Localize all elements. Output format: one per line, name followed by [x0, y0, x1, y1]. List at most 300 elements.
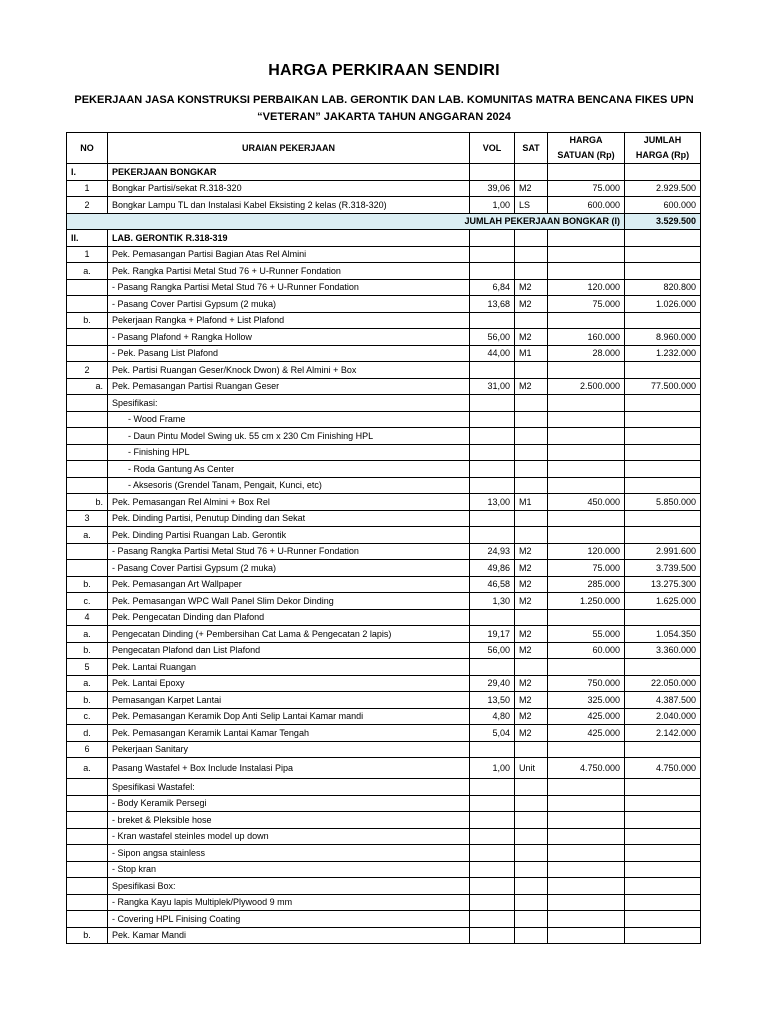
cell-jumlah-harga — [625, 411, 701, 428]
cell-uraian: Pek. Pemasangan Rel Almini + Box Rel — [108, 494, 470, 511]
cell-uraian: Pek. Pemasangan Keramik Dop Anti Selip Lantai Kamar mandi — [108, 708, 470, 725]
cell-jumlah-harga: 1.232.000 — [625, 345, 701, 362]
table-row — [67, 626, 701, 643]
cell-jumlah-harga — [625, 428, 701, 445]
cell-sat — [515, 878, 548, 895]
cell-uraian: Pek. Dinding Partisi Ruangan Lab. Gerontik — [108, 527, 470, 544]
cell-jumlah-harga — [625, 779, 701, 796]
cell-uraian: Pasang Wastafel + Box Include Instalasi Pipa — [108, 758, 470, 779]
cell-no: a. — [67, 626, 108, 643]
cell-no: 3 — [67, 510, 108, 527]
cell-vol: 1,00 — [470, 758, 515, 779]
cell-uraian: Spesifikasi Box: — [108, 878, 470, 895]
cell-uraian: - Daun Pintu Model Swing uk. 55 cm x 230 Cm Finishing HPL — [108, 428, 470, 445]
cell-jumlah-harga — [625, 741, 701, 758]
cell-vol: 29,40 — [470, 675, 515, 692]
cell-no — [67, 828, 108, 845]
table-row — [67, 675, 701, 692]
cell-uraian: Pek. Kamar Mandi — [108, 927, 470, 944]
cell-no — [67, 812, 108, 829]
cell-harga-satuan: 120.000 — [548, 279, 625, 296]
cell-harga-satuan — [548, 164, 625, 181]
summary-row — [67, 213, 701, 230]
cell-jumlah-harga: 4.750.000 — [625, 758, 701, 779]
cell-sat — [515, 428, 548, 445]
cell-sat: M2 — [515, 626, 548, 643]
cell-vol — [470, 362, 515, 379]
cell-harga-satuan — [548, 609, 625, 626]
cell-no: 2 — [67, 197, 108, 214]
table-body — [67, 164, 701, 944]
cell-sat — [515, 263, 548, 280]
summary-label: JUMLAH PEKERJAAN BONGKAR (I) — [67, 213, 625, 230]
cell-no — [67, 911, 108, 928]
cell-sat: M2 — [515, 576, 548, 593]
cell-jumlah-harga: 4.387.500 — [625, 692, 701, 709]
cell-harga-satuan — [548, 510, 625, 527]
cell-no — [67, 894, 108, 911]
cell-sat — [515, 927, 548, 944]
cell-jumlah-harga — [625, 878, 701, 895]
cell-uraian: Bongkar Lampu TL dan Instalasi Kabel Eksisting 2 kelas (R.318-320) — [108, 197, 470, 214]
cell-vol: 44,00 — [470, 345, 515, 362]
cell-jumlah-harga — [625, 845, 701, 862]
cell-vol — [470, 911, 515, 928]
cell-vol: 13,50 — [470, 692, 515, 709]
cell-harga-satuan — [548, 828, 625, 845]
cell-harga-satuan — [548, 659, 625, 676]
cell-no: a. — [67, 378, 108, 395]
cell-no — [67, 795, 108, 812]
cell-sat: M2 — [515, 296, 548, 313]
cell-vol — [470, 444, 515, 461]
cell-no: 5 — [67, 659, 108, 676]
table-row — [67, 444, 701, 461]
cell-vol — [470, 230, 515, 247]
cell-sat — [515, 741, 548, 758]
header-harga-satuan — [548, 133, 625, 164]
cost-estimate-table — [66, 132, 701, 944]
cell-no: b. — [67, 692, 108, 709]
cell-vol — [470, 779, 515, 796]
cell-uraian: - Body Keramik Persegi — [108, 795, 470, 812]
cell-sat: Unit — [515, 758, 548, 779]
cell-vol — [470, 312, 515, 329]
cell-sat — [515, 230, 548, 247]
cell-harga-satuan — [548, 230, 625, 247]
cell-harga-satuan — [548, 878, 625, 895]
cell-sat — [515, 659, 548, 676]
header-sat: SAT — [515, 133, 548, 164]
cell-uraian: - Sipon angsa stainless — [108, 845, 470, 862]
cell-uraian: - Roda Gantung As Center — [108, 461, 470, 478]
cell-jumlah-harga — [625, 312, 701, 329]
cell-vol: 5,04 — [470, 725, 515, 742]
cell-jumlah-harga — [625, 246, 701, 263]
cell-jumlah-harga — [625, 609, 701, 626]
cell-sat: M2 — [515, 560, 548, 577]
cell-sat: M2 — [515, 642, 548, 659]
cell-vol: 1,30 — [470, 593, 515, 610]
cell-uraian: Pek. Pemasangan Keramik Lantai Kamar Tengah — [108, 725, 470, 742]
cell-harga-satuan — [548, 927, 625, 944]
cell-vol — [470, 428, 515, 445]
table-row — [67, 296, 701, 313]
cell-sat — [515, 312, 548, 329]
cell-jumlah-harga — [625, 911, 701, 928]
table-row — [67, 911, 701, 928]
cell-vol: 13,00 — [470, 494, 515, 511]
cell-sat: M2 — [515, 279, 548, 296]
cell-jumlah-harga: 3.360.000 — [625, 642, 701, 659]
cell-sat: M1 — [515, 345, 548, 362]
cell-no: II. — [67, 230, 108, 247]
cell-harga-satuan: 750.000 — [548, 675, 625, 692]
cell-harga-satuan: 2.500.000 — [548, 378, 625, 395]
cell-uraian: Bongkar Partisi/sekat R.318-320 — [108, 180, 470, 197]
table-row — [67, 543, 701, 560]
cell-no: c. — [67, 593, 108, 610]
cell-no: a. — [67, 675, 108, 692]
cell-jumlah-harga: 2.142.000 — [625, 725, 701, 742]
cell-no — [67, 560, 108, 577]
cell-no — [67, 861, 108, 878]
cell-harga-satuan — [548, 246, 625, 263]
cell-jumlah-harga: 820.800 — [625, 279, 701, 296]
cell-uraian: Pekerjaan Sanitary — [108, 741, 470, 758]
table-row — [67, 795, 701, 812]
table-row — [67, 428, 701, 445]
header-jumlah-harga — [625, 133, 701, 164]
summary-total: 3.529.500 — [625, 213, 701, 230]
cell-sat — [515, 461, 548, 478]
cell-uraian: - Rangka Kayu lapis Multiplek/Plywood 9 mm — [108, 894, 470, 911]
cell-uraian: - breket & Pleksible hose — [108, 812, 470, 829]
cell-sat — [515, 812, 548, 829]
cell-harga-satuan: 160.000 — [548, 329, 625, 346]
table-row — [67, 845, 701, 862]
cell-uraian: PEKERJAAN BONGKAR — [108, 164, 470, 181]
cell-harga-satuan — [548, 795, 625, 812]
cell-harga-satuan: 425.000 — [548, 725, 625, 742]
cell-vol: 46,58 — [470, 576, 515, 593]
cell-jumlah-harga — [625, 510, 701, 527]
cell-vol: 39,06 — [470, 180, 515, 197]
cell-sat: M2 — [515, 329, 548, 346]
cell-vol — [470, 164, 515, 181]
subtitle-line-2: “VETERAN” JAKARTA TAHUN ANGGARAN 2024 — [257, 111, 511, 123]
cell-harga-satuan — [548, 527, 625, 544]
cell-harga-satuan: 75.000 — [548, 560, 625, 577]
cell-uraian: - Pasang Rangka Partisi Metal Stud 76 + U-Runner Fondation — [108, 543, 470, 560]
cell-sat: M1 — [515, 494, 548, 511]
cell-jumlah-harga: 22.050.000 — [625, 675, 701, 692]
cell-uraian: - Kran wastafel steinles model up down — [108, 828, 470, 845]
cell-no: b. — [67, 312, 108, 329]
cell-harga-satuan: 1.250.000 — [548, 593, 625, 610]
cell-sat: M2 — [515, 180, 548, 197]
cell-jumlah-harga — [625, 894, 701, 911]
cell-sat: M2 — [515, 593, 548, 610]
cell-sat — [515, 444, 548, 461]
cell-no: 2 — [67, 362, 108, 379]
cell-uraian: Pengecatan Dinding (+ Pembersihan Cat Lama & Pengecatan 2 lapis) — [108, 626, 470, 643]
cell-uraian: Pek. Pemasangan Partisi Bagian Atas Rel Almini — [108, 246, 470, 263]
cell-sat — [515, 894, 548, 911]
cell-vol — [470, 263, 515, 280]
table-row — [67, 461, 701, 478]
cell-harga-satuan — [548, 894, 625, 911]
cell-sat — [515, 845, 548, 862]
cell-uraian: - Covering HPL Finising Coating — [108, 911, 470, 928]
cell-uraian: Pemasangan Karpet Lantai — [108, 692, 470, 709]
header-jumlah-line-1: JUMLAH — [643, 135, 682, 145]
cell-uraian: Spesifikasi Wastafel: — [108, 779, 470, 796]
document-title: HARGA PERKIRAAN SENDIRI — [268, 62, 500, 79]
cell-jumlah-harga: 2.929.500 — [625, 180, 701, 197]
cell-sat: LS — [515, 197, 548, 214]
cell-harga-satuan — [548, 845, 625, 862]
cell-uraian: - Pasang Cover Partisi Gypsum (2 muka) — [108, 296, 470, 313]
table-row — [67, 609, 701, 626]
cell-no: b. — [67, 927, 108, 944]
cell-sat — [515, 362, 548, 379]
cell-jumlah-harga — [625, 164, 701, 181]
cell-vol — [470, 395, 515, 412]
cell-harga-satuan: 55.000 — [548, 626, 625, 643]
cell-vol — [470, 845, 515, 862]
cell-no: a. — [67, 758, 108, 779]
cell-jumlah-harga: 1.625.000 — [625, 593, 701, 610]
cell-uraian: Pek. Lantai Ruangan — [108, 659, 470, 676]
table-row — [67, 395, 701, 412]
cell-vol: 56,00 — [470, 329, 515, 346]
cell-uraian: Pengecatan Plafond dan List Plafond — [108, 642, 470, 659]
cell-uraian: Pek. Partisi Ruangan Geser/Knock Dwon) & Rel Almini + Box — [108, 362, 470, 379]
table-row — [67, 812, 701, 829]
header-harga-line-2: SATUAN (Rp) — [557, 150, 615, 160]
cell-sat: M2 — [515, 725, 548, 742]
cell-no: b. — [67, 494, 108, 511]
cell-vol — [470, 510, 515, 527]
cell-vol — [470, 659, 515, 676]
cell-uraian: - Pasang Cover Partisi Gypsum (2 muka) — [108, 560, 470, 577]
cell-harga-satuan: 285.000 — [548, 576, 625, 593]
table-row — [67, 230, 701, 247]
table-row — [67, 725, 701, 742]
cell-sat — [515, 795, 548, 812]
cell-harga-satuan — [548, 461, 625, 478]
cell-harga-satuan: 325.000 — [548, 692, 625, 709]
cell-vol — [470, 894, 515, 911]
table-row — [67, 164, 701, 181]
cell-no: d. — [67, 725, 108, 742]
cell-vol — [470, 812, 515, 829]
cell-sat — [515, 164, 548, 181]
table-row — [67, 345, 701, 362]
cell-sat — [515, 828, 548, 845]
cell-no: I. — [67, 164, 108, 181]
cell-uraian: - Pek. Pasang List Plafond — [108, 345, 470, 362]
cell-jumlah-harga: 2.040.000 — [625, 708, 701, 725]
cell-uraian: - Wood Frame — [108, 411, 470, 428]
cell-jumlah-harga — [625, 527, 701, 544]
cell-harga-satuan: 60.000 — [548, 642, 625, 659]
cell-sat — [515, 510, 548, 527]
cell-jumlah-harga: 77.500.000 — [625, 378, 701, 395]
table-row — [67, 312, 701, 329]
cell-sat — [515, 911, 548, 928]
cell-no — [67, 845, 108, 862]
cell-no: 6 — [67, 741, 108, 758]
cell-sat — [515, 609, 548, 626]
cell-uraian: Pek. Dinding Partisi, Penutup Dinding dan Sekat — [108, 510, 470, 527]
cell-vol — [470, 741, 515, 758]
cell-sat — [515, 861, 548, 878]
cell-no: a. — [67, 527, 108, 544]
cell-vol — [470, 477, 515, 494]
cell-sat — [515, 395, 548, 412]
header-jumlah-line-2: HARGA (Rp) — [635, 150, 690, 160]
cell-harga-satuan — [548, 812, 625, 829]
table-row — [67, 659, 701, 676]
cell-harga-satuan — [548, 395, 625, 412]
cell-jumlah-harga — [625, 861, 701, 878]
cell-jumlah-harga: 1.026.000 — [625, 296, 701, 313]
cell-harga-satuan: 600.000 — [548, 197, 625, 214]
table-row — [67, 246, 701, 263]
cell-sat — [515, 246, 548, 263]
cell-harga-satuan — [548, 312, 625, 329]
table-row — [67, 279, 701, 296]
cell-vol: 13,68 — [470, 296, 515, 313]
cell-jumlah-harga — [625, 795, 701, 812]
cell-no — [67, 411, 108, 428]
cell-no: b. — [67, 576, 108, 593]
cell-uraian: - Pasang Rangka Partisi Metal Stud 76 + U-Runner Fondation — [108, 279, 470, 296]
cell-no — [67, 296, 108, 313]
table-row — [67, 197, 701, 214]
cell-uraian: - Finishing HPL — [108, 444, 470, 461]
cell-sat — [515, 411, 548, 428]
cell-vol: 24,93 — [470, 543, 515, 560]
cell-no — [67, 329, 108, 346]
cell-uraian: LAB. GERONTIK R.318-319 — [108, 230, 470, 247]
cell-uraian: - Aksesoris (Grendel Tanam, Pengait, Kunci, etc) — [108, 477, 470, 494]
cell-jumlah-harga: 5.850.000 — [625, 494, 701, 511]
cell-uraian: - Stop kran — [108, 861, 470, 878]
cell-no — [67, 543, 108, 560]
cell-harga-satuan — [548, 411, 625, 428]
cell-no — [67, 477, 108, 494]
table-row — [67, 758, 701, 779]
cell-jumlah-harga — [625, 230, 701, 247]
cell-uraian: Pek. Pengecatan Dinding dan Plafond — [108, 609, 470, 626]
table-row — [67, 927, 701, 944]
cell-vol — [470, 411, 515, 428]
cell-jumlah-harga — [625, 812, 701, 829]
header-harga-line-1: HARGA — [569, 135, 603, 145]
table-row — [67, 779, 701, 796]
table-row — [67, 642, 701, 659]
cell-sat — [515, 477, 548, 494]
cell-uraian: Pek. Pemasangan Art Wallpaper — [108, 576, 470, 593]
cell-harga-satuan — [548, 477, 625, 494]
cell-sat: M2 — [515, 692, 548, 709]
cell-no: 1 — [67, 246, 108, 263]
cell-no: 4 — [67, 609, 108, 626]
cell-uraian: Pek. Rangka Partisi Metal Stud 76 + U-Runner Fondation — [108, 263, 470, 280]
cell-uraian: Pek. Pemasangan Partisi Ruangan Geser — [108, 378, 470, 395]
table-row — [67, 828, 701, 845]
cell-uraian: Pekerjaan Rangka + Plafond + List Plafond — [108, 312, 470, 329]
table-row — [67, 692, 701, 709]
cell-no — [67, 878, 108, 895]
table-row — [67, 263, 701, 280]
cell-no — [67, 428, 108, 445]
cell-jumlah-harga — [625, 461, 701, 478]
cell-no: b. — [67, 642, 108, 659]
cell-jumlah-harga: 3.739.500 — [625, 560, 701, 577]
cell-jumlah-harga: 13.275.300 — [625, 576, 701, 593]
cell-sat: M2 — [515, 543, 548, 560]
document-subtitle — [40, 92, 728, 126]
cell-harga-satuan — [548, 741, 625, 758]
header-no: NO — [67, 133, 108, 164]
cell-harga-satuan: 28.000 — [548, 345, 625, 362]
cell-vol: 6,84 — [470, 279, 515, 296]
cell-uraian: - Pasang Plafond + Rangka Hollow — [108, 329, 470, 346]
cell-vol: 4,80 — [470, 708, 515, 725]
cell-no — [67, 461, 108, 478]
table-header — [67, 133, 701, 164]
table-row — [67, 378, 701, 395]
subtitle-line-1: PEKERJAAN JASA KONSTRUKSI PERBAIKAN LAB. GERONTIK DAN LAB. KOMUNITAS MATRA BENCANA FIKES UPN — [74, 94, 694, 106]
cell-vol — [470, 609, 515, 626]
cell-harga-satuan — [548, 362, 625, 379]
table-row — [67, 527, 701, 544]
table-row — [67, 411, 701, 428]
table-row — [67, 741, 701, 758]
cell-harga-satuan — [548, 444, 625, 461]
cell-vol — [470, 246, 515, 263]
table-row — [67, 494, 701, 511]
cell-sat: M2 — [515, 378, 548, 395]
table-row — [67, 560, 701, 577]
cell-vol — [470, 878, 515, 895]
cell-harga-satuan: 425.000 — [548, 708, 625, 725]
cell-no: c. — [67, 708, 108, 725]
cell-vol — [470, 861, 515, 878]
cell-jumlah-harga — [625, 828, 701, 845]
cell-uraian: Pek. Pemasangan WPC Wall Panel Slim Dekor Dinding — [108, 593, 470, 610]
header-uraian: URAIAN PEKERJAAN — [108, 133, 470, 164]
cell-jumlah-harga — [625, 444, 701, 461]
cell-jumlah-harga — [625, 927, 701, 944]
cell-uraian: Pek. Lantai Epoxy — [108, 675, 470, 692]
table-row — [67, 180, 701, 197]
table-row — [67, 362, 701, 379]
cell-vol: 1,00 — [470, 197, 515, 214]
header-vol: VOL — [470, 133, 515, 164]
cell-no — [67, 395, 108, 412]
cell-uraian: Spesifikasi: — [108, 395, 470, 412]
cell-harga-satuan: 75.000 — [548, 296, 625, 313]
cell-harga-satuan: 4.750.000 — [548, 758, 625, 779]
cell-no — [67, 279, 108, 296]
cell-no — [67, 345, 108, 362]
cell-vol — [470, 828, 515, 845]
